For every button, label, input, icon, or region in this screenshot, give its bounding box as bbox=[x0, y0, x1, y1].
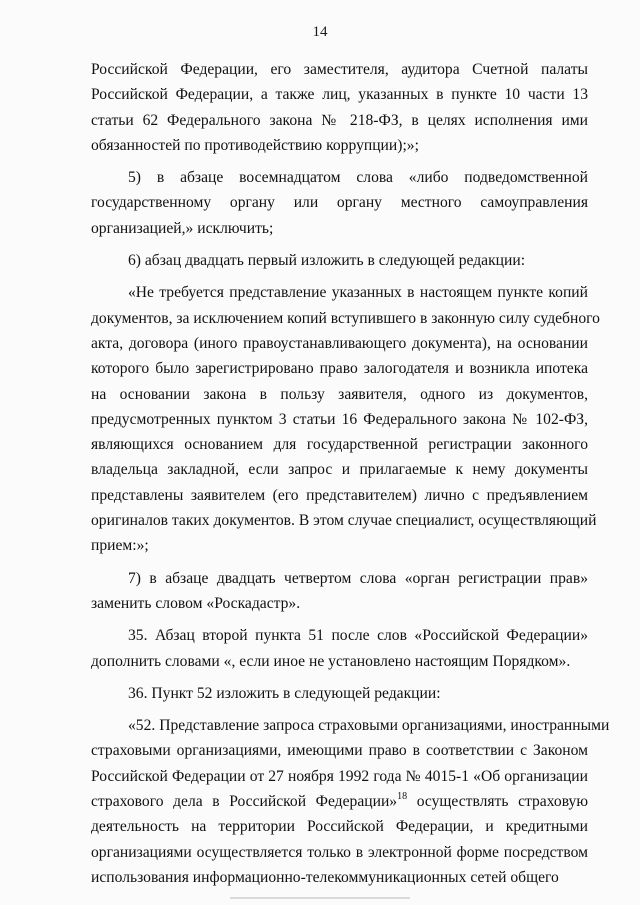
text-line: организациями осуществляется только в электронной форме посредством bbox=[91, 843, 588, 861]
text-line: «52. Представление запроса страховыми организациями, иностранными bbox=[128, 717, 610, 735]
text-line: 36. Пункт 52 изложить в следующей редакции: bbox=[128, 684, 441, 702]
text-line: 35. Абзац второй пункта 51 после слов «Российской Федерации» bbox=[128, 627, 588, 645]
text-line: являющихся основанием для государственной регистрации законного bbox=[91, 436, 588, 454]
text-line: владельца закладной, если запрос и прилагаемые к нему документы bbox=[91, 461, 588, 479]
text-line: статьи 62 Федерального закона № 218-ФЗ, в целях исполнения ими bbox=[91, 111, 588, 129]
text-line: деятельность на территории Российской Федерации, и кредитными bbox=[91, 818, 588, 836]
text-line: заменить словом «Роскадастр». bbox=[91, 594, 301, 612]
text-line: Российской Федерации, его заместителя, аудитора Счетной палаты bbox=[91, 61, 588, 78]
text-line: организацией,» исключить; bbox=[91, 219, 274, 237]
text-line: прием:»; bbox=[91, 537, 149, 555]
text-line: обязанностей по противодействию коррупции);»; bbox=[91, 136, 419, 154]
page-number: 14 bbox=[312, 24, 328, 40]
paragraph-p2 bbox=[91, 165, 588, 241]
paragraph-p6 bbox=[91, 623, 588, 674]
text-line: «Не требуется представление указанных в настоящем пункте копий bbox=[128, 284, 588, 302]
paragraph-p1 bbox=[91, 57, 588, 158]
text-line: документов, за исключением копий вступившего в законную силу судебного bbox=[91, 309, 600, 327]
footnote-ref: 18 bbox=[397, 790, 408, 802]
paragraph-p4 bbox=[91, 280, 600, 558]
document-body bbox=[91, 57, 610, 890]
text-line: на основании закона в пользу заявителя, одного из документов, bbox=[91, 385, 588, 403]
text-line: которого было зарегистрировано право залогодателя и возникла ипотека bbox=[91, 360, 588, 378]
text-line: использования информационно-телекоммуникационных сетей общего bbox=[91, 868, 559, 886]
text-line: 5) в абзаце восемнадцатом слова «либо подведомственной bbox=[128, 169, 588, 187]
text-line: предусмотренных пунктом 3 статьи 16 Федерального закона № 102-ФЗ, bbox=[91, 410, 588, 428]
paragraph-p7 bbox=[91, 681, 588, 706]
text-line: Российской Федерации, а также лиц, указанных в пункте 10 части 13 bbox=[91, 86, 588, 104]
text-line: страховыми организациями, имеющими право в соответствии с Законом bbox=[91, 742, 588, 760]
text-line: акта, договора (иного правоустанавливающего документа), на основании bbox=[91, 334, 588, 352]
text-line: страхового дела в Российской Федерации»$^{18}$ осуществлять страховую bbox=[91, 790, 588, 811]
paragraph-p8 bbox=[91, 713, 610, 890]
scan-artifact bbox=[230, 897, 410, 899]
text-line: государственному органу или органу местного самоуправления bbox=[91, 194, 588, 212]
text-line: 6) абзац двадцать первый изложить в следующей редакции: bbox=[128, 252, 526, 270]
text-line: 7) в абзаце двадцать четвертом слова «орган регистрации прав» bbox=[128, 569, 588, 587]
text-line: Российской Федерации от 27 ноября 1992 года № 4015-1 «Об организации bbox=[91, 767, 588, 785]
paragraph-p3 bbox=[91, 248, 588, 273]
text-line: представлены заявителем (его представителем) лично с предъявлением bbox=[91, 486, 588, 504]
text-line: дополнить словами «, если иное не установлено настоящим Порядком». bbox=[91, 652, 571, 670]
paragraph-p5 bbox=[91, 566, 588, 617]
text-line: оригиналов таких документов. В этом случае специалист, осуществляющий bbox=[91, 512, 597, 530]
